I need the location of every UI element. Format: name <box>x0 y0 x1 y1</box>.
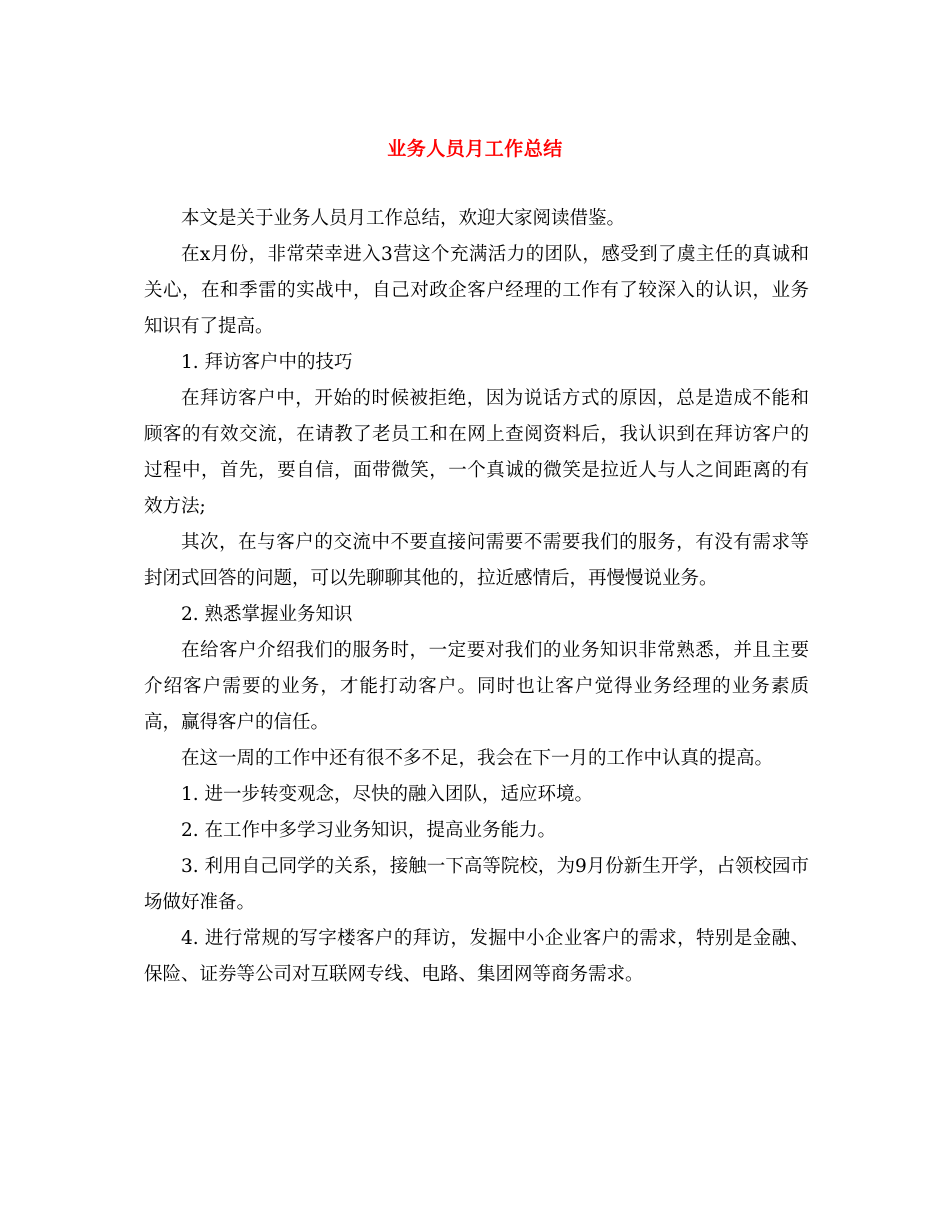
section-heading-business-knowledge: 2. 熟悉掌握业务知识 <box>181 604 353 625</box>
document-body <box>144 201 809 993</box>
visit-skills-paragraph: 在拜访客户中，开始的时候被拒绝，因为说话方式的原因，总是造成不能和顾客的有效交流，在请教了老员工和在网上查阅资料后，我认识到在拜访客户的过程中，首先，要自信，面带微笑，一个真诚的微笑是拉近人与人之间距离的有效方法; <box>144 388 809 517</box>
section-heading-visit-skills: 1. 拜访客户中的技巧 <box>181 352 353 373</box>
summary-paragraph: 在x月份，非常荣幸进入3营这个充满活力的团队，感受到了虞主任的真诚和关心，在和季雷的实战中，自己对政企客户经理的工作有了较深入的认识，业务知识有了提高。 <box>144 244 809 337</box>
plan-item-2: 2. 在工作中多学习业务知识，提高业务能力。 <box>181 820 557 841</box>
intro-paragraph: 本文是关于业务人员月工作总结，欢迎大家阅读借鉴。 <box>181 208 626 229</box>
business-knowledge-paragraph: 在给客户介绍我们的服务时，一定要对我们的业务知识非常熟悉，并且主要介绍客户需要的业务，才能打动客户。同时也让客户觉得业务经理的业务素质高，赢得客户的信任。 <box>144 640 809 733</box>
plan-item-4: 4. 进行常规的写字楼客户的拜访，发掘中小企业客户的需求，特别是金融、保险、证券等公司对互联网专线、电路、集团网等商务需求。 <box>144 928 809 985</box>
plan-item-1: 1. 进一步转变观念，尽快的融入团队，适应环境。 <box>181 784 594 805</box>
communication-paragraph: 其次，在与客户的交流中不要直接问需要不需要我们的服务，有没有需求等封闭式回答的问题，可以先聊聊其他的，拉近感情后，再慢慢说业务。 <box>144 532 809 589</box>
document-title: 业务人员月工作总结 <box>387 138 563 160</box>
plan-item-3: 3. 利用自己同学的关系，接触一下高等院校，为9月份新生开学，占领校园市场做好准备。 <box>144 856 809 913</box>
shortcomings-paragraph: 在这一周的工作中还有很不多不足，我会在下一月的工作中认真的提高。 <box>181 748 774 769</box>
